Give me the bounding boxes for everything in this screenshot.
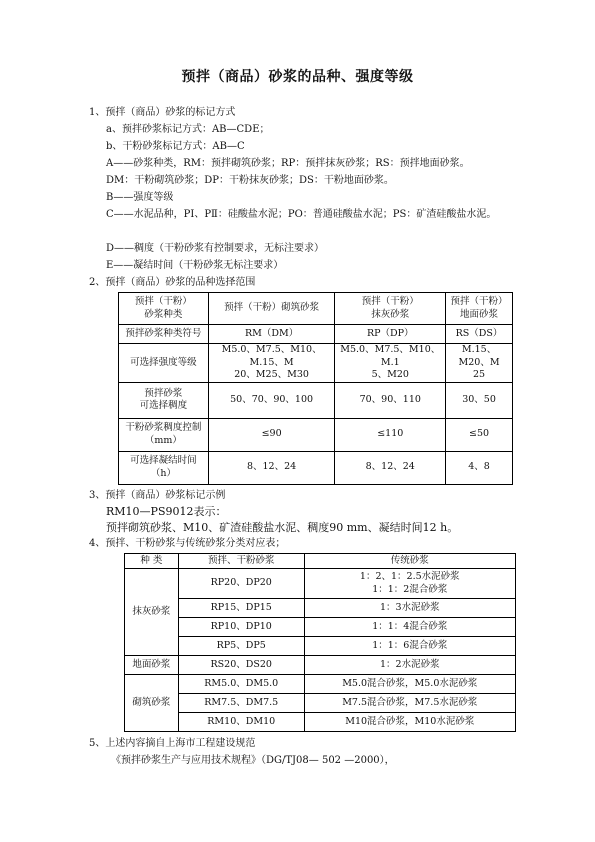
table-row	[125, 637, 516, 656]
table-row	[119, 344, 513, 383]
table-cell: 8、12、24	[335, 451, 446, 484]
table-cell: 30、50	[446, 382, 513, 418]
table-cell: 预拌（干粉） 地面砂浆	[446, 293, 513, 325]
table-cell: 地面砂浆	[125, 656, 179, 675]
table-cell: 可选择强度等级	[119, 344, 209, 383]
section1-heading: 1、预拌（商品）砂浆的标记方式	[89, 107, 236, 118]
section3-heading: 3、预拌（商品）砂浆标记示例	[89, 490, 226, 501]
table-cell: 预拌（干粉） 抹灰砂浆	[335, 293, 446, 325]
table-cell: RS（DS）	[446, 325, 513, 344]
section1-line: D——稠度（干粉砂浆有控制要求，无标注要求）	[106, 243, 325, 254]
table-row	[125, 713, 516, 732]
table-cell: RM（DM）	[208, 325, 335, 344]
table-row	[125, 656, 516, 675]
table-cell: RP15、DP15	[178, 599, 304, 618]
section4-heading: 4、预拌、干粉砂浆与传统砂浆分类对应表；	[89, 538, 286, 549]
section3-line: 预拌砌筑砂浆、M10、矿渣硅酸盐水泥、稠度90 mm、凝结时间12 h。	[106, 521, 459, 534]
section1-line: C——水泥品种，PⅠ、PⅡ：硅酸盐水泥；PO：普通硅酸盐水泥；PS：矿渣硅酸盐水泥。	[106, 209, 497, 220]
table-cell: 1：2、1：2.5水泥砂浆 1：1：2混合砂浆	[304, 569, 515, 599]
table-row	[125, 675, 516, 694]
table-header-row	[125, 554, 516, 569]
table-cell: 1：1：4混合砂浆	[304, 618, 515, 637]
section1-line: A——砂浆种类，RM：预拌砌筑砂浆；RP：预拌抹灰砂浆；RS：预拌地面砂浆。	[106, 158, 470, 169]
table-header-row	[119, 293, 513, 325]
table-cell: RS20、DS20	[178, 656, 304, 675]
table-cell: 预拌、干粉砂浆	[178, 554, 304, 569]
table-cell: 1：2水泥砂浆	[304, 656, 515, 675]
table-cell: 8、12、24	[208, 451, 335, 484]
table-cell: RM10、DM10	[178, 713, 304, 732]
table-row	[119, 418, 513, 451]
table-cell: M5.0、M7.5、M10、M.1 5、M20	[335, 344, 446, 383]
table-cell: 干粉砂浆稠度控制 （mm）	[119, 418, 209, 451]
section2-heading: 2、预拌（商品）砂浆的品种选择范围	[89, 277, 256, 288]
table-row	[119, 382, 513, 418]
table-cell: 预拌砂浆 可选择稠度	[119, 382, 209, 418]
section3-line: RM10—PS9012表示：	[106, 505, 227, 518]
section5-heading: 5、上述内容摘自上海市工程建设规范	[89, 738, 256, 749]
mortar-correspondence-table	[124, 553, 516, 732]
table-cell: M10混合砂浆，M10水泥砂浆	[304, 713, 515, 732]
page-title: 预拌（商品）砂浆的品种、强度等级	[181, 69, 414, 85]
table-cell: 预拌砂浆种类符号	[119, 325, 209, 344]
table-cell: RP20、DP20	[178, 569, 304, 599]
section5-line: 《预拌砂浆生产与应用技术规程》（DG/TJ08— 502 —2000），	[111, 755, 395, 766]
table-cell: 传统砂浆	[304, 554, 515, 569]
table-cell: M7.5混合砂浆，M7.5水泥砂浆	[304, 694, 515, 713]
table-cell: 1：3水泥砂浆	[304, 599, 515, 618]
section1-line: a、预拌砂浆标记方式：AB—CDE；	[106, 124, 270, 135]
table-cell: M5.0、M7.5、M10、M.15、M 20、M25、M30	[208, 344, 335, 383]
table-cell: 50、70、90、100	[208, 382, 335, 418]
table-cell: M.15、M20、M 25	[446, 344, 513, 383]
table-cell: 可选择凝结时间 （h）	[119, 451, 209, 484]
section1-line: b、干粉砂浆标记方式：AB—C	[106, 141, 245, 152]
table-cell: 4、8	[446, 451, 513, 484]
mortar-selection-table	[118, 292, 513, 485]
table-cell: 砌筑砂浆	[125, 675, 179, 732]
table-cell: 70、90、110	[335, 382, 446, 418]
table-cell: M5.0混合砂浆，M5.0水泥砂浆	[304, 675, 515, 694]
table-row	[125, 618, 516, 637]
section1-line: E——凝结时间（干粉砂浆无标注要求）	[106, 260, 284, 271]
table-row	[125, 599, 516, 618]
table-cell: ≤90	[208, 418, 335, 451]
table-cell: 种 类	[125, 554, 179, 569]
table-cell: 抹灰砂浆	[125, 569, 179, 656]
table-cell: ≤110	[335, 418, 446, 451]
section1-line: DM：干粉砌筑砂浆；DP：干粉抹灰砂浆；DS：干粉地面砂浆。	[106, 175, 394, 186]
section1-line: B——强度等级	[106, 192, 174, 203]
table-cell: RP10、DP10	[178, 618, 304, 637]
table-cell: RM7.5、DM7.5	[178, 694, 304, 713]
table-row	[119, 325, 513, 344]
table-cell: RM5.0、DM5.0	[178, 675, 304, 694]
table-cell: RP（DP）	[335, 325, 446, 344]
table-row	[119, 451, 513, 484]
table-row	[125, 694, 516, 713]
table-row	[125, 569, 516, 599]
table-cell: 预拌（干粉） 砂浆种类	[119, 293, 209, 325]
table-cell: 预拌（干粉）砌筑砂浆	[208, 293, 335, 325]
table-cell: ≤50	[446, 418, 513, 451]
table-cell: RP5、DP5	[178, 637, 304, 656]
table-cell: 1：1：6混合砂浆	[304, 637, 515, 656]
